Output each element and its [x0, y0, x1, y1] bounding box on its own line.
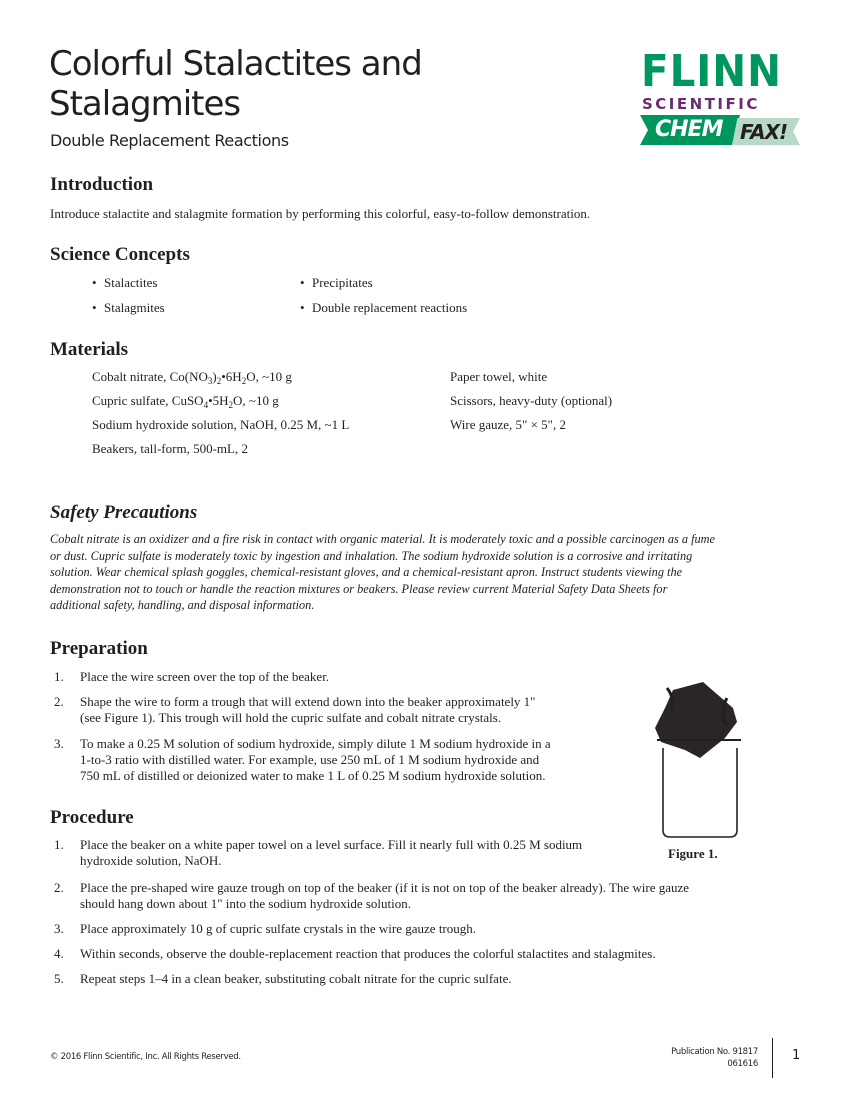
- bullet-icon: •: [92, 275, 97, 290]
- science-concepts-heading: Science Concepts: [50, 244, 190, 265]
- material-item: Beakers, tall-form, 500-mL, 2: [92, 441, 248, 456]
- figure-caption: Figure 1.: [668, 846, 718, 861]
- logo-fax-text: FAX!: [740, 120, 788, 144]
- material-item: Cobalt nitrate, $Co(NO_3)_2•6H_2O$, ~10 g: [92, 369, 292, 386]
- footer-divider: [772, 1038, 773, 1078]
- document-title: [49, 44, 422, 124]
- logo-scientific-text: SCIENTIFIC: [642, 95, 760, 113]
- bullet-icon: •: [92, 300, 97, 315]
- concept-item: • Stalagmites: [92, 300, 165, 315]
- flinn-chemfax-logo: [640, 46, 810, 150]
- logo-flinn-text: FLINN: [641, 46, 782, 97]
- logo-chem-text: CHEM: [655, 117, 723, 142]
- publication-info: [671, 1046, 758, 1070]
- material-item: Scissors, heavy-duty (optional): [450, 393, 613, 408]
- bullet-icon: •: [300, 300, 305, 315]
- materials-heading: Materials: [50, 339, 129, 360]
- title-line-1: Colorful Stalactites and: [49, 44, 422, 84]
- beaker-outline: [663, 748, 737, 837]
- safety-heading: Safety Precautions: [50, 502, 198, 523]
- publication-code: 061616: [727, 1059, 758, 1069]
- page-number: 1: [792, 1048, 801, 1063]
- publication-number: Publication No. 91817: [671, 1047, 758, 1057]
- preparation-heading: Preparation: [50, 638, 148, 659]
- document-subtitle: Double Replacement Reactions: [50, 131, 289, 150]
- concept-item: • Precipitates: [300, 275, 373, 290]
- material-item: Wire gauze, 5" × 5", 2: [450, 417, 566, 432]
- procedure-heading: Procedure: [50, 807, 134, 828]
- material-item: Sodium hydroxide solution, NaOH, 0.25 M, ~1 L: [92, 417, 350, 432]
- concept-item: • Stalactites: [92, 275, 158, 290]
- introduction-text: Introduce stalactite and stalagmite formation by performing this colorful, easy-to-follow demonstration.: [50, 206, 591, 221]
- safety-text: Cobalt nitrate is an oxidizer and a fire risk in contact with organic material. It is moderately toxic and a possible carcinogen as a fume or dust. Cupric sulfate is moderately toxic by ingestion and inhalation. The sodium hydroxide solution is a corrosive and irritating solution. Wear chemical splash goggles, chemical-resistant gloves, and a chemical-resistant apron. Instruct students viewing the demonstration not to touch or handle the reaction mixtures or beakers. Please review current Material Safety Data Sheets for additional safety, handling, and disposal information.: [50, 532, 715, 612]
- copyright-notice: © 2016 Flinn Scientific, Inc. All Rights Reserved.: [50, 1052, 241, 1062]
- concept-item: • Double replacement reactions: [300, 300, 468, 315]
- bullet-icon: •: [300, 275, 305, 290]
- title-line-2: Stalagmites: [49, 84, 241, 124]
- introduction-heading: Introduction: [50, 174, 154, 195]
- material-item: Paper towel, white: [450, 369, 548, 384]
- beaker-figure: [645, 680, 755, 840]
- material-item: Cupric sulfate, $CuSO_4•5H_2O$, ~10 g: [92, 393, 279, 410]
